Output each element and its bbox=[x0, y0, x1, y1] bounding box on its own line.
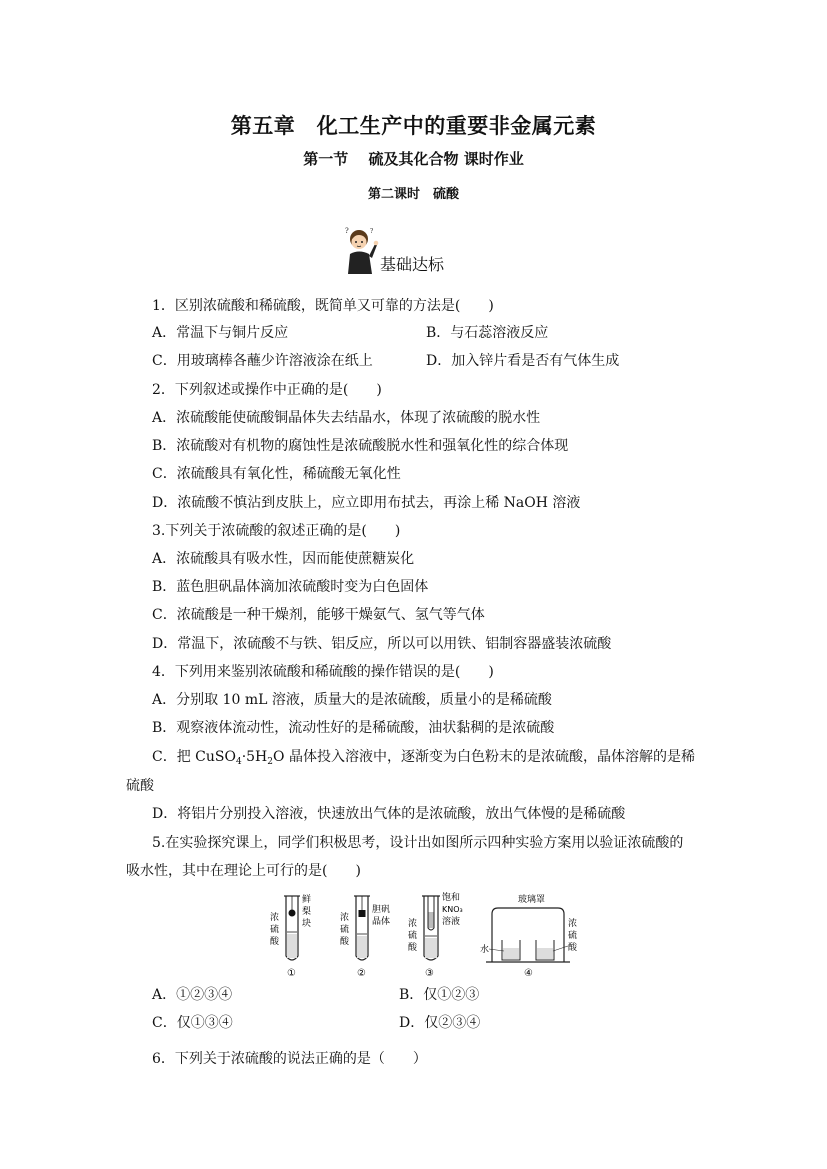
q2-option-c: C．浓硫酸具有氧化性，稀硫酸无氧化性 bbox=[152, 466, 401, 482]
tube-3-label-2: KNO₃ bbox=[442, 905, 463, 914]
q4-option-c-sub1: 4 bbox=[235, 757, 242, 767]
tube-2-acid-label-2: 硫 bbox=[340, 925, 350, 935]
tube-2-label-1: 胆矾 bbox=[372, 905, 391, 915]
jar-acid-label-3: 酸 bbox=[568, 943, 578, 953]
q2-option-b: B．浓硫酸对有机物的腐蚀性是浓硫酸脱水性和强氧化性的综合体现 bbox=[152, 438, 569, 454]
q4-option-c-wrap: 硫酸 bbox=[126, 778, 154, 794]
q1-option-c: C．用玻璃棒各蘸少许溶液涂在纸上 bbox=[152, 353, 373, 369]
student-thinking-icon bbox=[342, 226, 380, 274]
blue-vitriol-crystal bbox=[359, 910, 366, 917]
tube-3-label-3: 溶液 bbox=[442, 917, 461, 927]
q2-option-d: D．浓硫酸不慎沾到皮肤上，应立即用布拭去，再涂上稀 NaOH 溶液 bbox=[152, 495, 581, 511]
jar-acid-label-2: 硫 bbox=[568, 931, 578, 941]
q1-option-a: A．常温下与铜片反应 bbox=[152, 325, 289, 341]
q3-option-d: D．常温下，浓硫酸不与铁、铝反应，所以可以用铁、铝制容器盛装浓硫酸 bbox=[152, 636, 612, 652]
q5-option-a: A．①②③④ bbox=[152, 987, 233, 1003]
label-3: ③ bbox=[425, 968, 434, 978]
pear-piece bbox=[289, 910, 296, 917]
section-title: 第一节 硫及其化合物 课时作业 bbox=[303, 150, 524, 168]
tube-1-acid-label-1: 浓 bbox=[270, 913, 280, 923]
q4-option-c-sub2: 2 bbox=[267, 757, 274, 767]
tube-3-acid-label-2: 硫 bbox=[408, 931, 418, 941]
q4-option-c-pre: C．把 CuSO bbox=[152, 749, 236, 765]
tube-2-acid-label-3: 酸 bbox=[340, 937, 350, 947]
tube-2-label-2: 晶体 bbox=[372, 917, 391, 927]
q1-option-d: D．加入锌片看是否有气体生成 bbox=[426, 353, 620, 369]
q4-option-b: B．观察液体流动性，流动性好的是稀硫酸，油状黏稠的是浓硫酸 bbox=[152, 720, 555, 736]
label-4: ④ bbox=[524, 968, 533, 978]
water-label: 水 bbox=[480, 945, 490, 955]
tube-1-label-1: 鲜 bbox=[302, 895, 312, 905]
jar-acid-label-1: 浓 bbox=[568, 919, 578, 929]
q5-option-c: C．仅①③④ bbox=[152, 1015, 233, 1031]
chapter-title: 第五章 化工生产中的重要非金属元素 bbox=[230, 113, 597, 138]
q4-option-a: A．分别取 10 mL 溶液，质量大的是浓硫酸，质量小的是稀硫酸 bbox=[152, 692, 552, 708]
question-6-stem: 6．下列关于浓硫酸的说法正确的是（ ） bbox=[152, 1051, 427, 1067]
question-5-stem-line1: 5.在实验探究课上，同学们积极思考，设计出如图所示四种实验方案用以验证浓硫酸的 bbox=[152, 835, 684, 851]
q3-option-c: C．浓硫酸是一种干燥剂，能够干燥氨气、氢气等气体 bbox=[152, 607, 485, 623]
tube-3-label-1: 饱和 bbox=[442, 893, 461, 903]
q5-option-b: B．仅①②③ bbox=[399, 987, 480, 1003]
badge-label: 基础达标 bbox=[380, 255, 445, 274]
q4-option-c-post: O 晶体投入溶液中，逐渐变为白色粉末的是浓硫酸，晶体溶解的是稀 bbox=[273, 749, 695, 765]
lesson-title: 第二课时 硫酸 bbox=[367, 187, 459, 202]
tube-3-acid-label-3: 酸 bbox=[408, 943, 418, 953]
q1-option-b: B．与石蕊溶液反应 bbox=[426, 325, 549, 341]
label-2: ② bbox=[357, 968, 366, 978]
question-5-stem-line2: 吸水性，其中在理论上可行的是( ) bbox=[126, 863, 361, 879]
experiment-figure bbox=[268, 890, 593, 978]
q2-option-a: A．浓硫酸能使硫酸铜晶体失去结晶水，体现了浓硫酸的脱水性 bbox=[152, 410, 541, 426]
tube-1-acid-label-3: 酸 bbox=[270, 937, 280, 947]
q3-option-b: B．蓝色胆矾晶体滴加浓硫酸时变为白色固体 bbox=[152, 579, 429, 595]
tube-1-label-3: 块 bbox=[302, 919, 312, 929]
tube-2 bbox=[340, 896, 390, 978]
tube-2-acid-label-1: 浓 bbox=[340, 913, 350, 923]
tube-3-acid-label-1: 浓 bbox=[408, 919, 418, 929]
q4-option-c-mid: ·5H bbox=[241, 749, 268, 765]
label-1: ① bbox=[287, 968, 296, 978]
q3-option-a: A．浓硫酸具有吸水性，因而能使蔗糖炭化 bbox=[152, 551, 415, 567]
question-4-stem: 4．下列用来鉴别浓硫酸和稀硫酸的操作错误的是( ) bbox=[152, 664, 494, 680]
tube-3 bbox=[408, 891, 463, 978]
tube-1-label-2: 梨 bbox=[302, 907, 312, 917]
question-3-stem: 3.下列关于浓硫酸的叙述正确的是( ) bbox=[152, 523, 401, 539]
question-2-stem: 2．下列叙述或操作中正确的是( ) bbox=[152, 382, 382, 398]
q4-option-d: D．将铝片分别投入溶液，快速放出气体的是浓硫酸，放出气体慢的是稀硫酸 bbox=[152, 806, 626, 822]
q5-option-d: D．仅②③④ bbox=[399, 1015, 481, 1031]
svg-text:?: ? bbox=[345, 227, 349, 235]
question-1-stem: 1．区别浓硫酸和稀硫酸，既简单又可靠的方法是( ) bbox=[152, 298, 494, 314]
svg-text:?: ? bbox=[370, 228, 374, 235]
bell-jar-label: 玻璃罩 bbox=[518, 895, 546, 905]
tube-1-acid-label-2: 硫 bbox=[270, 925, 280, 935]
bell-jar-setup bbox=[480, 893, 578, 978]
tube-1 bbox=[270, 893, 311, 978]
q4-option-c bbox=[152, 747, 695, 772]
